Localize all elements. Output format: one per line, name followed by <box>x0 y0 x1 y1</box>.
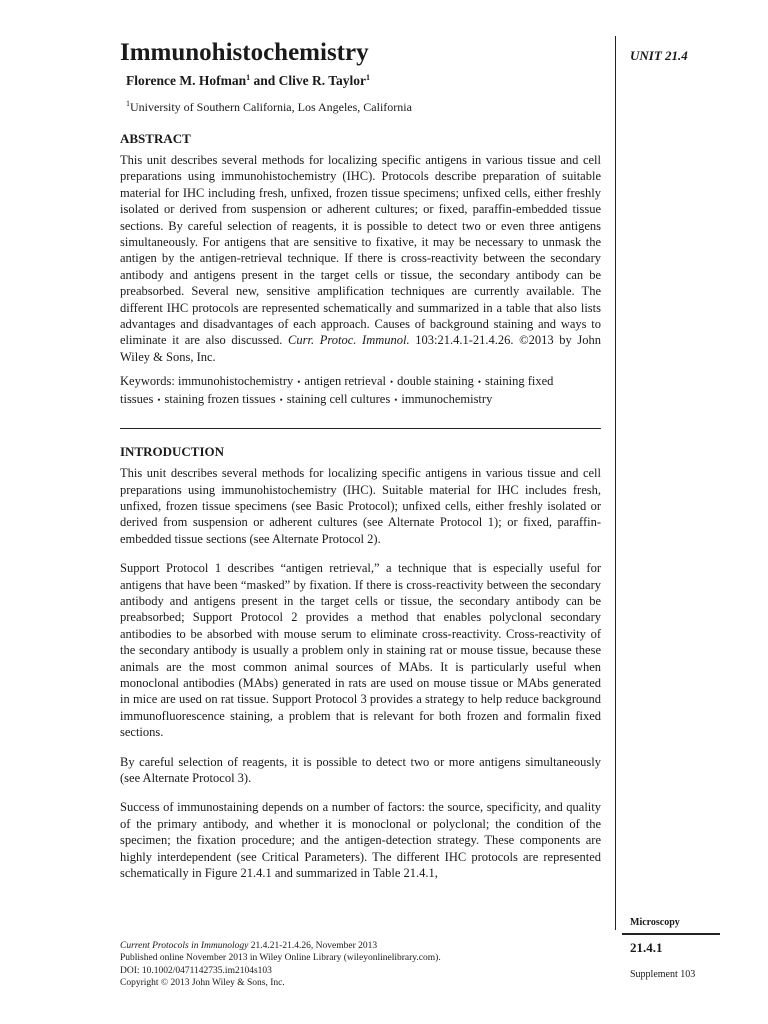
affiliation-mark: 1 <box>126 99 130 108</box>
keyword-separator: • <box>389 377 394 388</box>
introduction-paragraph: Support Protocol 1 describes “antigen retrieval,” a technique that is especially useful for antigens that have been “masked” by fixation. If there is cross-reactivity between the secondary antibody and antigens present in the target cells or tissue, the secondary antibody can be preabsorbed; Support Protocol 2 provides a method that enables polyclonal secondary antibodies to be absorbed with mouse serum to eliminate cross-reactivity. Cross-reactivity of the secondary antibody is usually a problem only in staining rat or mouse tissue, because these animals are the most common animal sources of MAbs. It is particularly useful when monoclonal antibodies (MAbs) generated in rats are used on mouse tissue or MAbs generated in mice are used on rat tissue. Support Protocol 3 provides a strategy to help reduce background immunofluorescence staining, a problem that is relevant for both frozen and formalin fixed sections. <box>120 561 601 740</box>
margin-rule <box>615 36 616 930</box>
footer-journal: Current Protocols in Immunology <box>120 941 249 951</box>
abstract-text <box>120 152 601 365</box>
footer-journal-details: 21.4.21-21.4.26, November 2013 <box>248 941 378 951</box>
affiliation <box>126 99 601 115</box>
author-affiliation-mark: 1 <box>366 73 371 82</box>
keyword-separator: • <box>477 377 482 388</box>
footer <box>120 940 600 990</box>
keyword: staining cell cultures <box>286 391 391 406</box>
keyword-separator: • <box>279 394 283 405</box>
author-joiner: and <box>250 73 279 88</box>
section-rule <box>622 933 720 935</box>
abstract-heading: ABSTRACT <box>120 131 191 146</box>
introduction-paragraph: This unit describes several methods for localizing specific antigens in various tissue and cell preparations using immunohistochemistry (IHC). Suitable material for IHC includes fresh, unfixed, frozen tissue specimens (see Basic Protocol); unfixed cells, either freshly isolated or derived from suspension or adherent cultures (see Alternate Protocol 1); or fixed, paraffin-embedded tissue sections (see Alternate Protocol 2). <box>120 466 601 546</box>
keywords-label: Keywords: <box>120 374 178 389</box>
authors <box>126 72 601 90</box>
keyword: staining frozen tissues <box>164 391 276 406</box>
keyword: immunochemistry <box>401 391 493 406</box>
page-title: Immunohistochemistry <box>120 39 369 66</box>
unit-label: UNIT 21.4 <box>630 48 688 63</box>
introduction-paragraph: Success of immunostaining depends on a number of factors: the source, specificity, and quality of the primary antibody, and whether it is monoclonal or polyclonal; the condition of the specimen; the fixation procedure; and the antigen-detection strategy. These components are highly interdependent (see Critical Parameters). The different IHC protocols are represented schematically in Figure 21.4.1 and summarized in Table 21.4.1, <box>120 800 601 881</box>
footer-doi: DOI: 10.1002/0471142735.im2104s103 <box>120 965 272 976</box>
supplement-label: Supplement 103 <box>630 969 696 980</box>
keyword: double staining <box>397 374 474 389</box>
introduction-heading: INTRODUCTION <box>120 444 225 460</box>
author-name: Clive R. Taylor <box>278 73 367 88</box>
footer-citation <box>120 940 600 952</box>
main-column <box>120 38 601 881</box>
section-label: Microscopy <box>630 917 680 928</box>
keyword-separator: • <box>297 377 301 388</box>
keywords <box>120 373 601 408</box>
citation-journal: Curr. Protoc. Immunol. <box>288 333 410 348</box>
citation-details: 103:21.4.1-21.4.26. ©2013 by John Wiley & Sons, Inc. <box>120 333 601 364</box>
keyword: antigen retrieval <box>304 374 386 389</box>
keyword: immunohistochemistry <box>177 374 294 389</box>
page-number: 21.4.1 <box>630 940 663 955</box>
abstract-body: This unit describes several methods for localizing specific antigens in various tissue and cell preparations using immunohistochemistry (IHC). Protocols describe preparation of suitable material for IHC including fresh, unfixed, frozen tissue specimens; unfixed cells, either freshly isolated or derived from suspension or adherent cultures; or fixed, paraffin-embedded tissue sections. By careful selection of reagents, it is possible to detect two or even three antigens simultaneously. For antigens that are sensitive to fixative, it may be necessary to unmask the antigen by the antigen-retrieval technique. If there is cross-reactivity between the secondary antibody and antigens present in the target cells or tissue, the secondary antibody can be preabsorbed. Several new, sensitive amplification techniques are currently available. The different IHC protocols are represented schematically and summarized in a table that also lists advantages and disadvantages of each approach. Causes of background staining and ways to eliminate it are also discussed. <box>120 153 601 348</box>
section-divider <box>120 428 601 429</box>
keyword: staining fixed tissues <box>120 374 554 406</box>
affiliation-text: University of Southern California, Los Angeles, California <box>130 100 412 114</box>
keyword-separator: • <box>157 394 161 405</box>
keyword-separator: • <box>394 394 398 405</box>
author-affiliation-mark: 1 <box>246 73 251 82</box>
footer-copyright: Copyright © 2013 John Wiley & Sons, Inc. <box>120 978 285 989</box>
footer-published: Published online November 2013 in Wiley Online Library (wileyonlinelibrary.com). <box>120 953 441 964</box>
introduction-paragraph: By careful selection of reagents, it is possible to detect two or more antigens simultaneously (see Alternate Protocol 3). <box>120 754 601 785</box>
author-name: Florence M. Hofman <box>126 73 247 88</box>
